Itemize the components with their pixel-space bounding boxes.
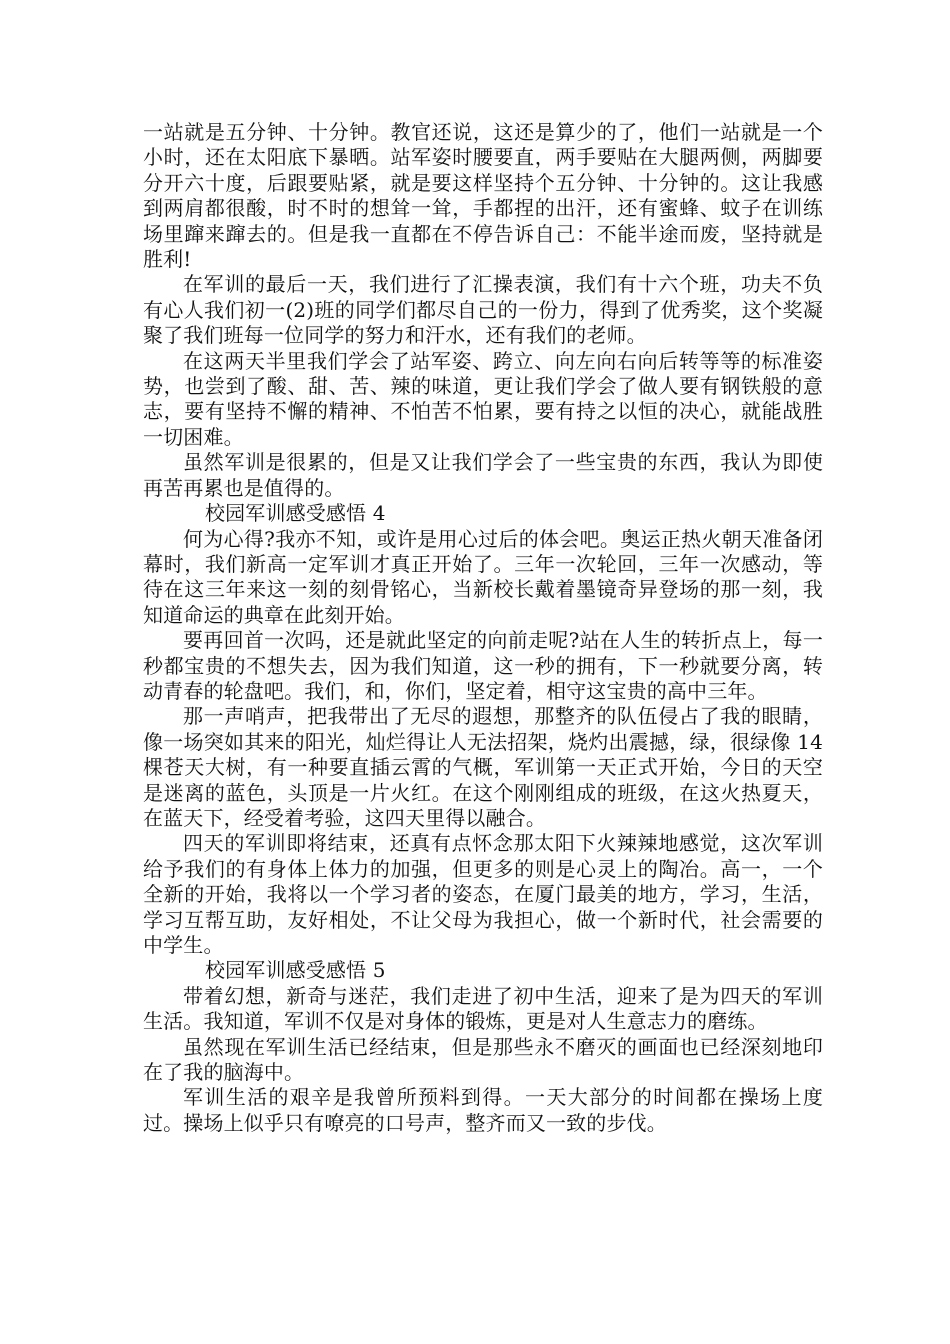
section-heading: 校园军训感受感悟 5 xyxy=(205,958,386,983)
paragraph: 在军训的最后一天，我们进行了汇操表演，我们有十六个班，功夫不负有心人我们初一(2)班的同学们都尽自己的一份力，得到了优秀奖，这个奖凝聚了我们班每一位同学的努力和汗水，还有我们的老师。 xyxy=(143,272,823,348)
paragraph: 一站就是五分钟、十分钟。教官还说，这还是算少的了，他们一站就是一个小时，还在太阳底下暴晒。站军姿时腰要直，两手要贴在大腿两侧，两脚要分开六十度，后跟要贴紧，就是要这样坚持个五分钟、十分钟的。这让我感到两肩都很酸，时不时的想耸一耸，手都捏的出汗，还有蜜蜂、蚊子在训练场里蹿来蹿去的。但是我一直都在不停告诉自己：不能半途而废，坚持就是胜利! xyxy=(143,120,823,272)
paragraph: 在这两天半里我们学会了站军姿、跨立、向左向右向后转等等的标准姿势，也尝到了酸、甜、苦、辣的味道，更让我们学会了做人要有钢铁般的意志，要有坚持不懈的精神、不怕苦不怕累，要有持之以恒的决心，就能战胜一切困难。 xyxy=(143,348,823,449)
paragraph: 虽然现在军训生活已经结束，但是那些永不磨灭的画面也已经深刻地印在了我的脑海中。 xyxy=(143,1034,823,1085)
paragraph: 虽然军训是很累的，但是又让我们学会了一些宝贵的东西，我认为即使再苦再累也是值得的。 xyxy=(143,450,823,500)
paragraph: 何为心得?我亦不知，或许是用心过后的体会吧。奥运正热火朝天准备闭幕时，我们新高一定军训才真正开始了。三年一次轮回，三年一次感动，等待在这三年来这一刻的刻骨铭心，当新校长戴着墨镜奇异登场的那一刻，我知道命运的典章在此刻开始。 xyxy=(143,526,823,627)
document-page xyxy=(143,120,823,1136)
paragraph: 要再回首一次吗，还是就此坚定的向前走呢?站在人生的转折点上，每一秒都宝贵的不想失去，因为我们知道，这一秒的拥有，下一秒就要分离，转动青春的轮盘吧。我们，和，你们，坚定着，相守这宝贵的高中三年。 xyxy=(143,628,823,703)
paragraph: 带着幻想，新奇与迷茫，我们走进了初中生活，迎来了是为四天的军训生活。我知道，军训不仅是对身体的锻炼，更是对人生意志力的磨练。 xyxy=(143,983,823,1034)
paragraph: 军训生活的艰辛是我曾所预料到得。一天大部分的时间都在操场上度过。操场上似乎只有嘹亮的口号声，整齐而又一致的步伐。 xyxy=(143,1085,823,1135)
section-heading: 校园军训感受感悟 4 xyxy=(205,501,386,526)
paragraph: 四天的军训即将结束，还真有点怀念那太阳下火辣辣地感觉，这次军训给予我们的有身体上体力的加强，但更多的则是心灵上的陶冶。高一，一个全新的开始，我将以一个学习者的姿态，在厦门最美的地方，学习，生活，学习互帮互助，友好相处，不让父母为我担心，做一个新时代，社会需要的中学生。 xyxy=(143,831,823,957)
paragraph: 那一声哨声，把我带出了无尽的遐想，那整齐的队伍侵占了我的眼睛，像一场突如其来的阳光，灿烂得让人无法招架，烧灼出震撼，绿，很绿像 14 棵苍天大树，有一种要直插云霄的气概，军训第一天正式开始，今日的天空是迷离的蓝色，头顶是一片火红。在这个刚刚组成的班级，在这火热夏天，在蓝天下，经受着考验，这四天里得以融合。 xyxy=(143,704,823,830)
